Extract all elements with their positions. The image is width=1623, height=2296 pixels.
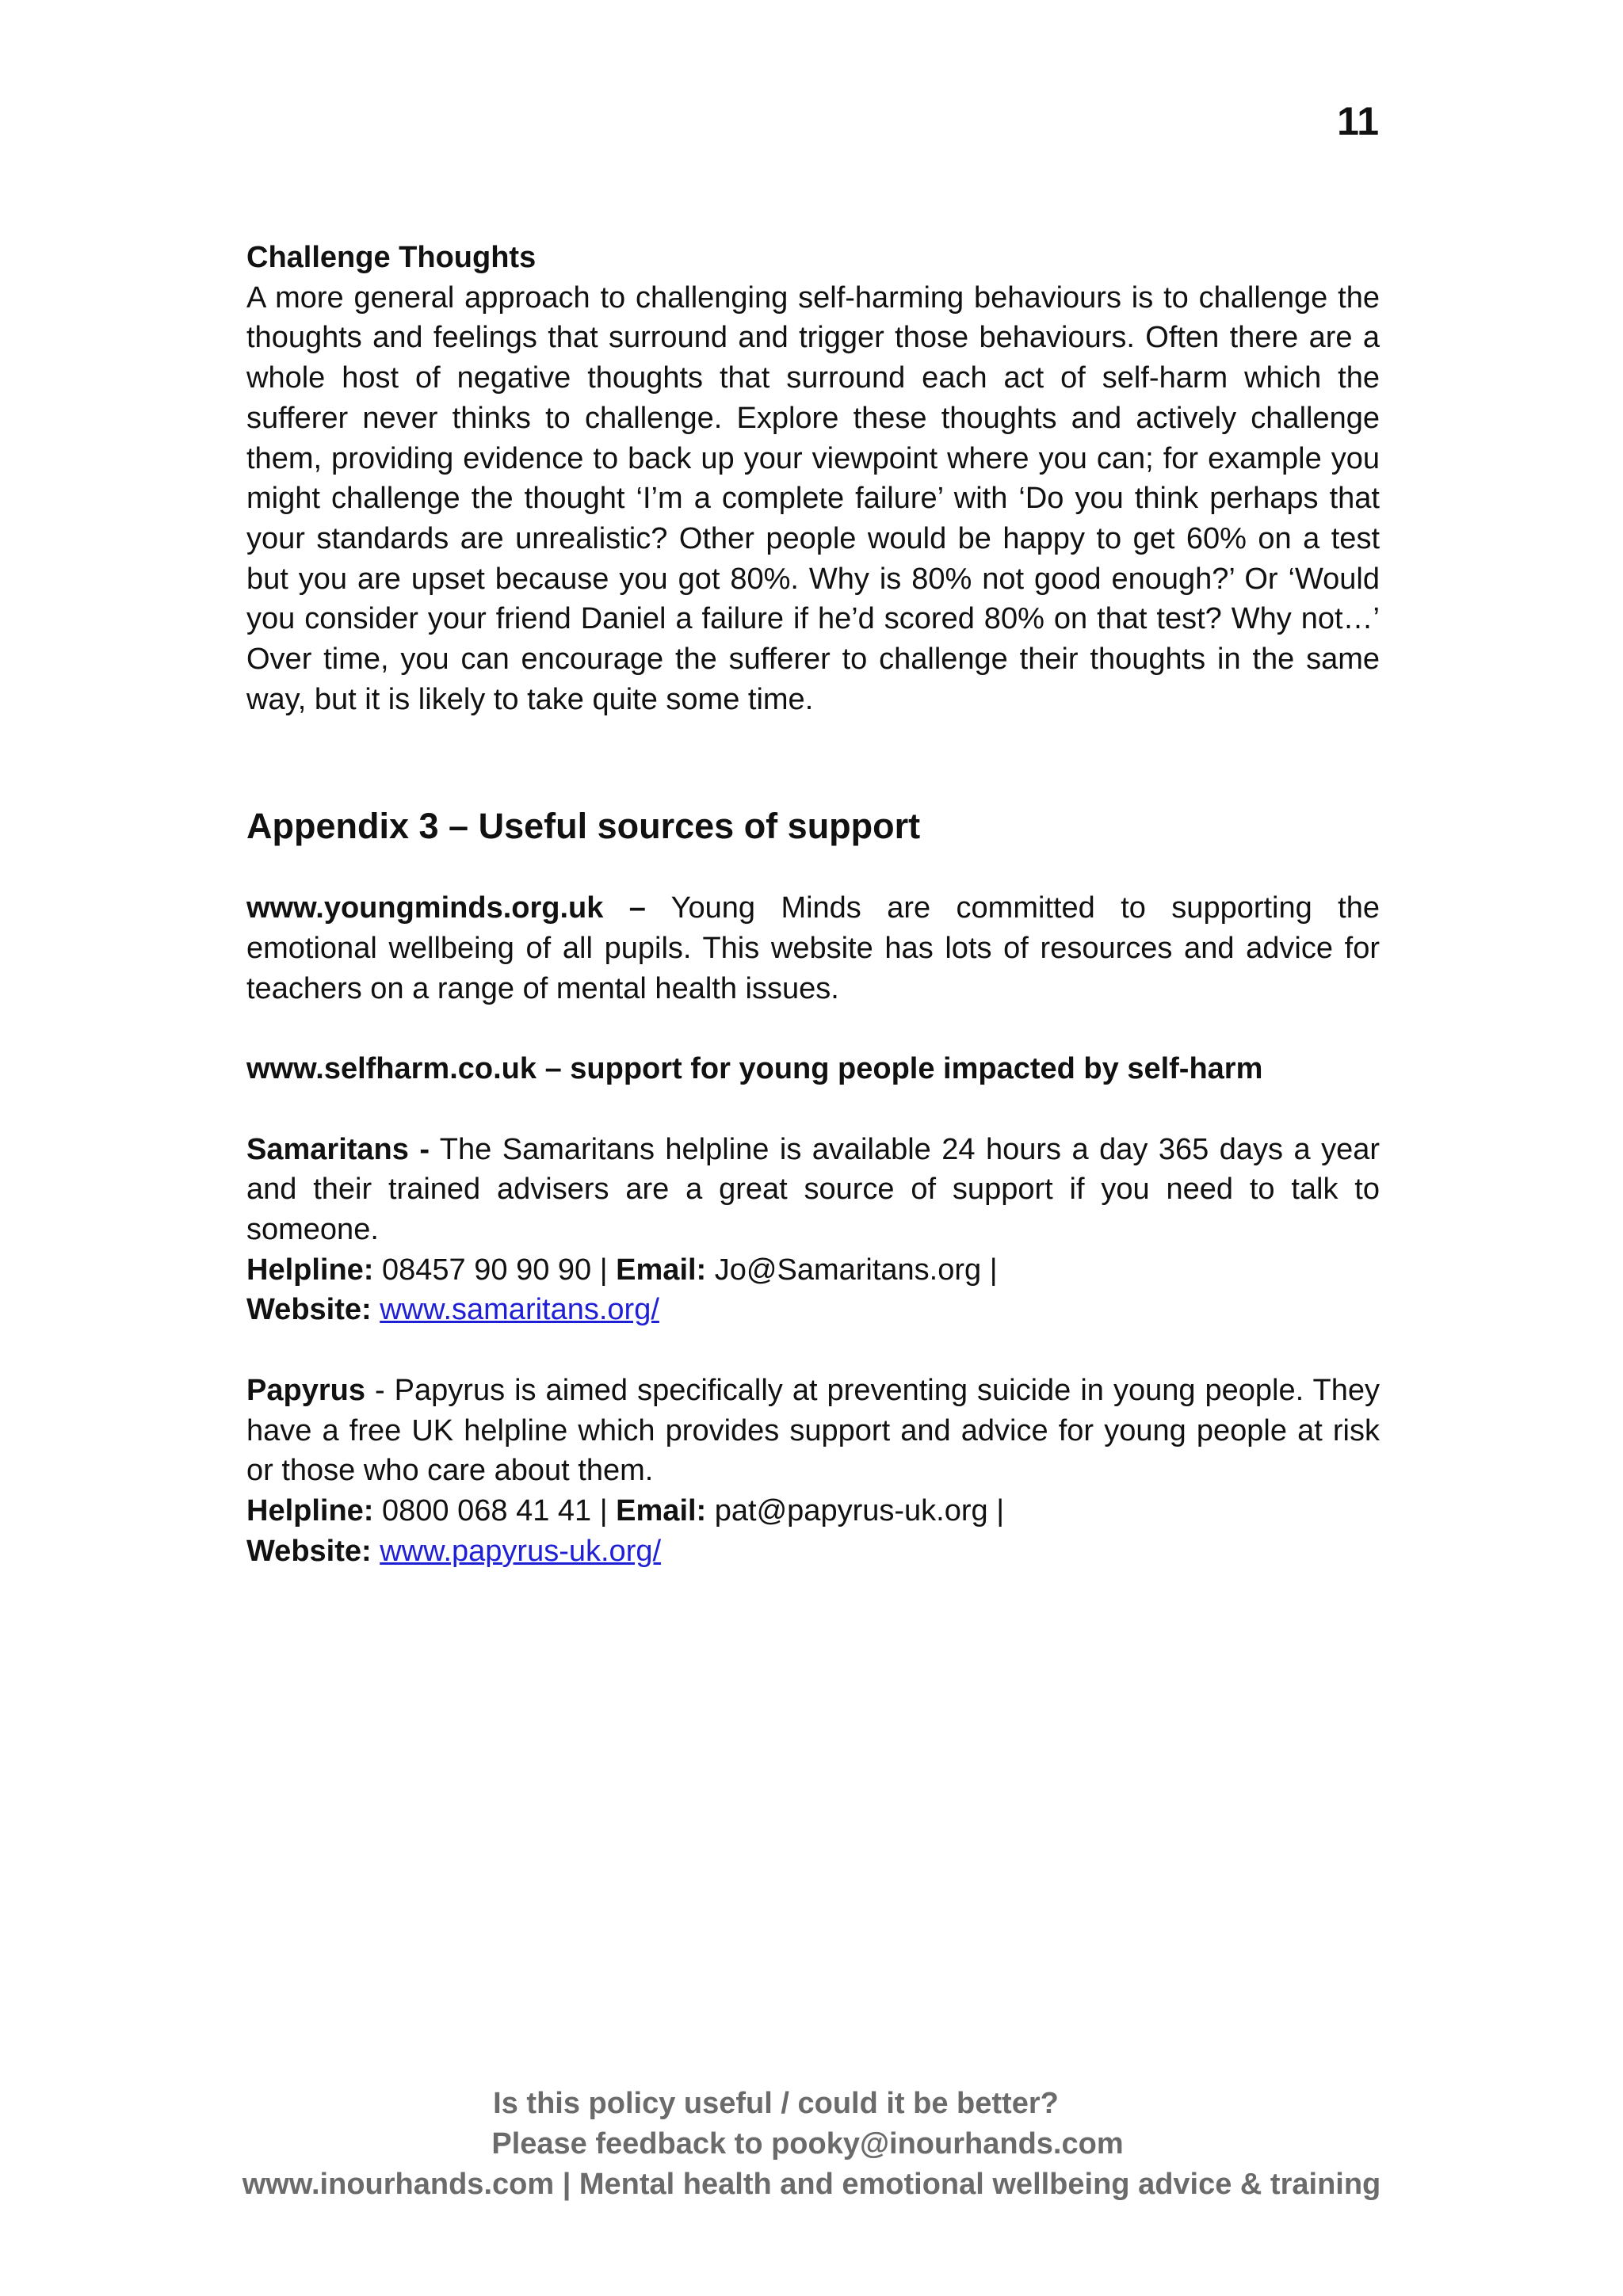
papyrus-email-label: Email:: [616, 1493, 707, 1527]
challenge-thoughts-paragraph: A more general approach to challenging self-harming behaviours is to challenge the thoughts and feelings that surround and trigger those behaviours. Often there are a whole host of negative thoughts that surround each act of self-harm which the sufferer never thinks to challenge. Explore these thoughts and actively challenge them, providing evidence to back up your viewpoint where you can; for example you might challenge the thought ‘I’m a complete failure’ with ‘Do you think perhaps that your standards are unrealistic? Other people would be happy to get 60% on a test but you are upset because you got 80%. Why is 80% not good enough?’ Or ‘Would you consider your friend Daniel a failure if he’d scored 80% on that test? Why not…’ Over time, you can encourage the sufferer to challenge their thoughts in the same way, but it is likely to take quite some time.: [246, 280, 1380, 716]
papyrus-contact: [246, 1491, 1380, 1531]
samaritans-entry: [246, 1130, 1380, 1250]
page-number: 11: [1337, 99, 1379, 143]
samaritans-description: The Samaritans helpline is available 24 hours a day 365 days a year and their trained advisers are a great source of support if you need to talk to someone.: [246, 1132, 1380, 1247]
papyrus-website-link[interactable]: www.papyrus-uk.org/: [380, 1534, 662, 1568]
samaritans-helpline: 08457 90 90 90 |: [373, 1253, 617, 1287]
page-footer: [0, 2084, 1623, 2205]
footer-feedback: Please feedback to pooky@inourhands.com: [491, 2127, 1124, 2161]
samaritans-contact: [246, 1250, 1380, 1291]
papyrus-website-label: Website:: [246, 1534, 372, 1568]
youngminds-entry: [246, 888, 1380, 1009]
footer-question: Is this policy useful / could it be better?: [493, 2087, 1059, 2120]
footer-website: www.inourhands.com | Mental health and emotional wellbeing advice & training: [242, 2168, 1381, 2201]
samaritans-helpline-label: Helpline:: [246, 1253, 374, 1287]
samaritans-name: Samaritans -: [246, 1132, 430, 1166]
appendix-title: Appendix 3 – Useful sources of support: [246, 806, 921, 847]
papyrus-description: - Papyrus is aimed specifically at preventing suicide in young people. They have a free UK helpline which provides support and advice for young people at risk or those who care about them.: [246, 1373, 1380, 1488]
document-body: [246, 238, 1380, 1571]
papyrus-name: Papyrus: [246, 1373, 365, 1407]
challenge-thoughts-heading: Challenge Thoughts: [246, 241, 537, 274]
samaritans-website-line: [246, 1290, 1380, 1330]
samaritans-email-label: Email:: [616, 1253, 707, 1287]
papyrus-helpline-label: Helpline:: [246, 1493, 374, 1527]
youngminds-name: www.youngminds.org.uk –: [246, 891, 646, 925]
papyrus-entry: [246, 1371, 1380, 1491]
papyrus-email: pat@papyrus-uk.org |: [706, 1493, 1005, 1527]
samaritans-website-label: Website:: [246, 1293, 372, 1327]
selfharm-entry: www.selfharm.co.uk – support for young people impacted by self-harm: [246, 1052, 1263, 1086]
papyrus-helpline: 0800 068 41 41 |: [373, 1493, 617, 1527]
samaritans-website-link[interactable]: www.samaritans.org/: [380, 1293, 659, 1327]
papyrus-website-line: [246, 1531, 1380, 1572]
samaritans-email: Jo@Samaritans.org |: [706, 1253, 998, 1287]
youngminds-description: Young Minds are committed to supporting the emotional wellbeing of all pupils. This website has lots of resources and advice for teachers on a range of mental health issues.: [246, 891, 1380, 1005]
